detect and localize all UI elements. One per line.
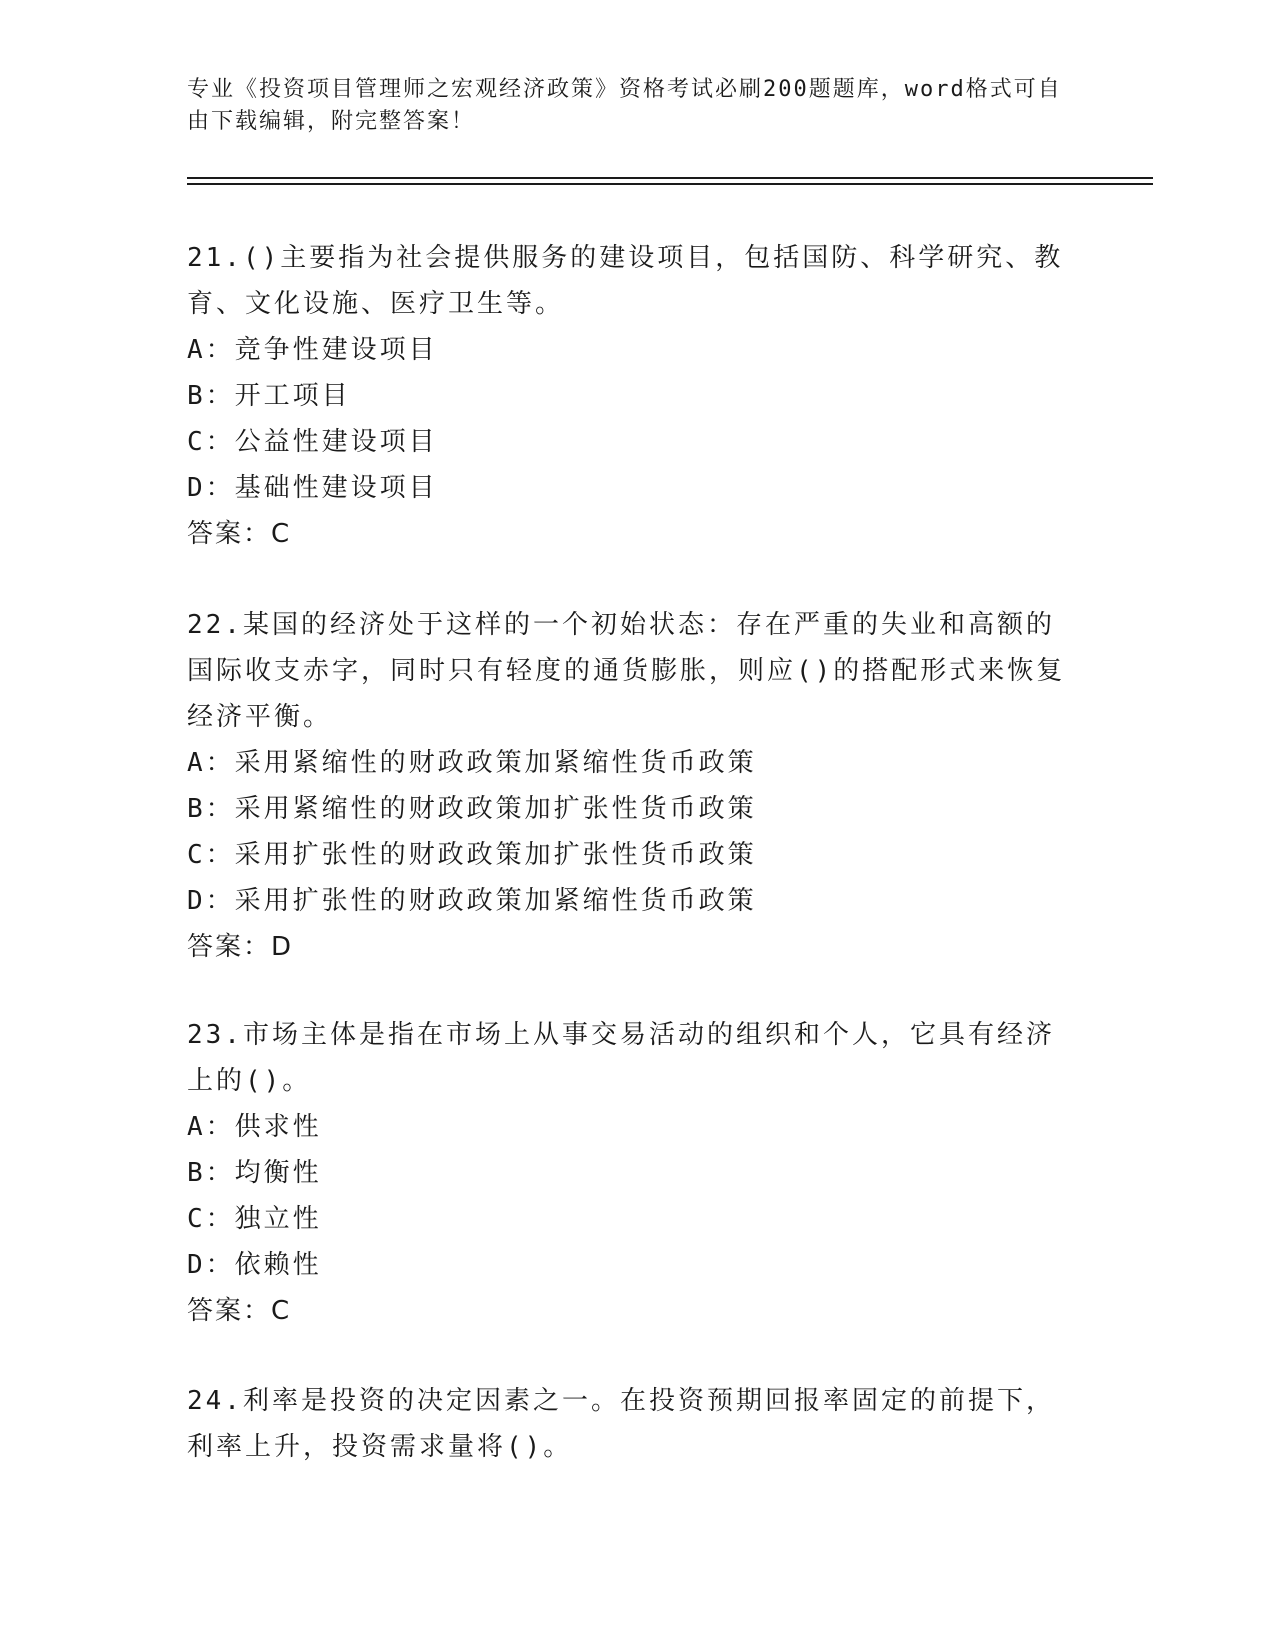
- question-text: 24.利率是投资的决定因素之一。在投资预期回报率固定的前提下，利率上升，投资需求量将()。: [187, 1386, 1055, 1462]
- option-a: A：竞争性建设项目: [187, 335, 438, 365]
- question-21: [187, 235, 1077, 557]
- option-d: D：基础性建设项目: [187, 473, 438, 503]
- document-header: 专业《投资项目管理师之宏观经济政策》资格考试必刷200题题库，word格式可自由下载编辑，附完整答案！: [187, 77, 1062, 134]
- question-text: 21.()主要指为社会提供服务的建设项目，包括国防、科学研究、教育、文化设施、医疗卫生等。: [187, 243, 1064, 319]
- answer-line: 答案：D: [187, 932, 294, 962]
- option-c: C：采用扩张性的财政政策加扩张性货币政策: [187, 840, 757, 870]
- option-b: B：开工项目: [187, 381, 351, 411]
- question-24: [187, 1378, 1077, 1470]
- option-a: A：采用紧缩性的财政政策加紧缩性货币政策: [187, 748, 757, 778]
- option-c: C：独立性: [187, 1204, 322, 1234]
- answer-line: 答案：C: [187, 519, 292, 549]
- question-23: [187, 1012, 1077, 1334]
- option-a: A：供求性: [187, 1112, 322, 1142]
- option-b: B：均衡性: [187, 1158, 322, 1188]
- option-d: D：依赖性: [187, 1250, 322, 1280]
- header-rule-top: [187, 177, 1153, 179]
- question-text: 22.某国的经济处于这样的一个初始状态：存在严重的失业和高额的国际收支赤字，同时只有轻度的通货膨胀，则应()的搭配形式来恢复经济平衡。: [187, 610, 1066, 732]
- question-22: [187, 602, 1077, 970]
- header-rule-bottom: [187, 183, 1153, 185]
- option-c: C：公益性建设项目: [187, 427, 438, 457]
- option-d: D：采用扩张性的财政政策加紧缩性货币政策: [187, 886, 757, 916]
- question-text: 23.市场主体是指在市场上从事交易活动的组织和个人，它具有经济上的()。: [187, 1020, 1055, 1096]
- option-b: B：采用紧缩性的财政政策加扩张性货币政策: [187, 794, 757, 824]
- answer-line: 答案：C: [187, 1296, 292, 1326]
